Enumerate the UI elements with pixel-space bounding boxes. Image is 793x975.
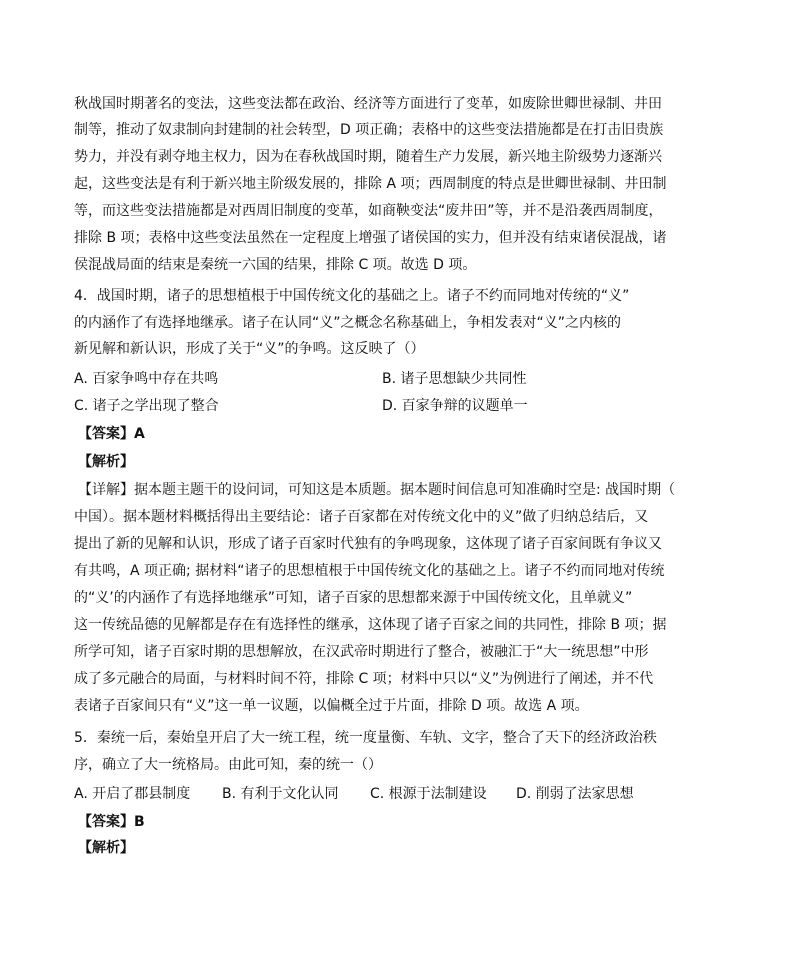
option-c: C. 根源于法制建设	[370, 786, 487, 802]
option-c: C. 诸子之学出现了整合	[74, 398, 219, 414]
detail-line: 这一传统品德的见解都是存在有选择性的继承，这体现了诸子百家之间的共同性，排除 B 项；据	[74, 617, 667, 633]
answer-label: 【答案】B	[78, 814, 145, 830]
detail-line: 提出了新的见解和认识，形成了诸子百家时代独有的争鸣现象，这体现了诸子百家间既有争议又	[74, 536, 662, 552]
question-stem-line: 新见解和新认识，形成了关于“义”的争鸣。这反映了（）	[74, 341, 425, 357]
option-b: B. 诸子思想缺少共同性	[382, 371, 527, 387]
text-line: 秋战国时期著名的变法，这些变法都在政治、经济等方面进行了变革，如废除世卿世禄制、井田	[74, 96, 662, 112]
text-line: 等，而这些变法措施都是对西周旧制度的变革，如商鞅变法“废井田”等，并不是沿袭西周制度，	[74, 203, 663, 219]
answer-label: 【答案】A	[78, 426, 145, 442]
detail-line: 表诸子百家间只有“义”这一单一议题，以偏概全过于片面，排除 D 项。故选 A 项。	[74, 698, 589, 714]
analysis-label: 【解析】	[78, 454, 134, 470]
detail-line: 所学可知，诸子百家时期的思想解放，在汉武帝时期进行了整合，被融汇于“大一统思想”中形	[74, 644, 649, 660]
option-b: B. 有利于文化认同	[222, 786, 339, 802]
text-line: 起，这些变法是有利于新兴地主阶级发展的，排除 A 项；西周制度的特点是世卿世禄制、井田制	[74, 176, 667, 192]
question-stem-line: 的内涵作了有选择地继承。诸子在认同“义”之概念名称基础上，争相发表对“义”之内核的	[74, 315, 622, 331]
text-line: 制等，推动了奴隶制向封建制的社会转型，D 项正确；表格中的这些变法措施都是在打击旧贵族	[74, 122, 664, 138]
detail-line: 有共鸣，A 项正确; 据材料“诸子的思想植根于中国传统文化的基础之上。诸子不约而同地对传统	[74, 563, 665, 579]
question-stem-line: 4．战国时期，诸子的思想植根于中国传统文化的基础之上。诸子不约而同地对传统的“义”	[74, 288, 630, 304]
option-a: A. 开启了郡县制度	[74, 786, 191, 802]
detail-line: 的“义’的内涵作了有选择地继承”可知，诸子百家的思想都来源于中国传统文化，且单就义”	[74, 590, 633, 606]
option-d: D. 削弱了法家思想	[516, 786, 634, 802]
analysis-label: 【解析】	[78, 840, 134, 856]
text-line: 侯混战局面的结束是秦统一六国的结果，排除 C 项。故选 D 项。	[74, 257, 477, 273]
detail-line: 成了多元融合的局面，与材料时间不符，排除 C 项；材料中只以“义”为例进行了阐述，并不代	[74, 671, 654, 687]
option-d: D. 百家争辩的议题单一	[382, 398, 528, 414]
detail-line: 【详解】据本题主题干的设问词，可知这是本质题。据本题时间信息可知准确时空是: 战国时期（	[78, 482, 676, 498]
detail-line: 中国）。据本题材料概括得出主要结论：诸子百家都在对传统文化中的义”做了归纳总结后，又	[74, 509, 649, 525]
option-a: A. 百家争鸣中存在共鸣	[74, 371, 219, 387]
text-line: 排除 B 项；表格中这些变法虽然在一定程度上增强了诸侯国的实力，但并没有结束诸侯混战，诸	[74, 230, 667, 246]
question-stem-line: 5．秦统一后，秦始皇开启了大一统工程，统一度量衡、车轨、文字，整合了天下的经济政治秩	[74, 730, 657, 746]
text-line: 势力，并没有剥夺地主权力，因为在春秋战国时期，随着生产力发展，新兴地主阶级势力逐渐兴	[74, 149, 662, 165]
question-stem-line: 序，确立了大一统格局。由此可知，秦的统一（）	[74, 757, 382, 773]
